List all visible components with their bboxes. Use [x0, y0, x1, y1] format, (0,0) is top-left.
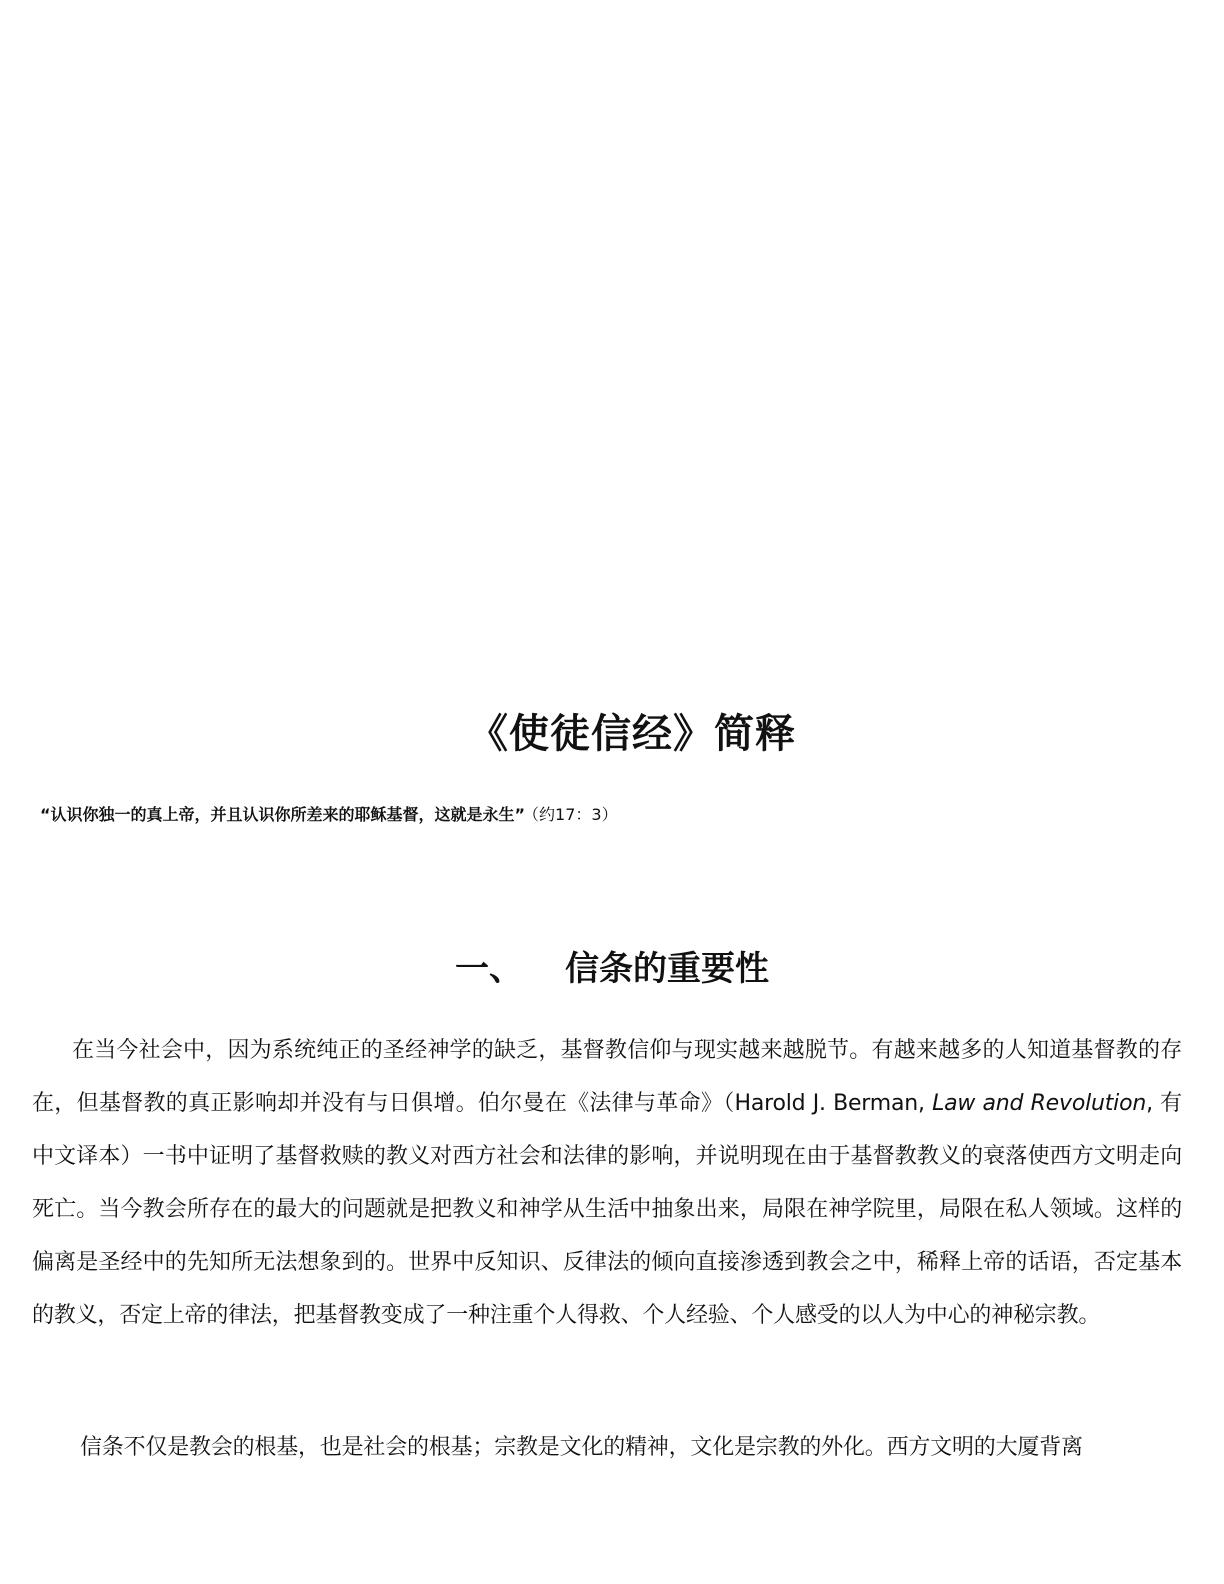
body-paragraph-1	[32, 1024, 1182, 1342]
section-heading	[0, 944, 1224, 994]
section-title: 信条的重要性	[565, 949, 769, 989]
section-number: 一、	[455, 949, 523, 989]
epigraph	[40, 800, 1190, 830]
book-title-italic: Law and Revolution	[932, 1091, 1147, 1116]
paragraph-1-text-b: , 有中文译本）一书中证明了基督救赎的教义对西方社会和法律的影响，并说明现在由于基督教教义的衰落使西方文明走向死亡。当今教会所存在的最大的问题就是把教义和神学从生活中抽象出来，局限在神学院里，局限在私人领域。这样的偏离是圣经中的先知所无法想象到的。世界中反知识、反律法的倾向直接渗透到教会之中，稀释上帝的话语，否定基本的教义，否定上帝的律法，把基督教变成了一种注重个人得救、个人经验、个人感受的以人为中心的神秘宗教。	[32, 1091, 1182, 1328]
body-paragraph-2: 信条不仅是教会的根基，也是社会的根基；宗教是文化的精神，文化是宗教的外化。西方文明的大厦背离	[80, 1435, 1083, 1460]
epigraph-quote: “认识你独一的真上帝，并且认识你所差来的耶稣基督，这就是永生”	[40, 805, 526, 824]
document-title: 《使徒信经》简释	[468, 711, 796, 757]
paragraph-1-text-a: 在当今社会中，因为系统纯正的圣经神学的缺乏，基督教信仰与现实越来越脱节。有越来越多的人知道基督教的存在，但基督教的真正影响却并没有与日俱增。伯尔曼在《法律与革命》（Harold J. Berman,	[32, 1038, 1182, 1116]
epigraph-reference: （约17：3）	[531, 805, 618, 824]
